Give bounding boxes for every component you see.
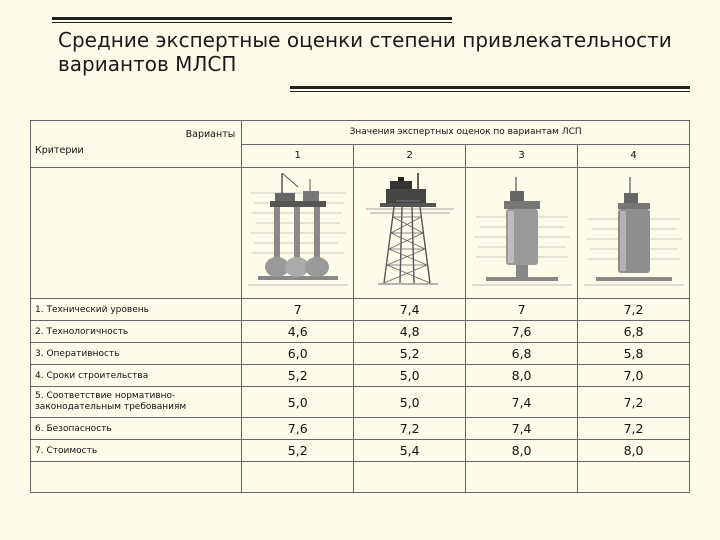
criteria-label: Критерии (35, 145, 84, 156)
column-header-4: 4 (578, 144, 690, 168)
score-cell: 7,6 (242, 418, 354, 440)
score-cell: 5,0 (354, 387, 466, 418)
table-row (31, 321, 690, 343)
score-cell: 5,0 (354, 365, 466, 387)
score-cell: 7,4 (466, 387, 578, 418)
criterion-label: 1. Технический уровень (31, 299, 242, 321)
platform-image-cell-4 (578, 168, 690, 299)
scores-table (30, 120, 690, 493)
score-cell: 7 (466, 299, 578, 321)
score-cell: 6,0 (242, 343, 354, 365)
criterion-label: 4. Сроки строительства (31, 365, 242, 387)
title-rule-top-thin (52, 22, 452, 23)
score-cell: 7,2 (578, 387, 690, 418)
score-cell: 7 (242, 299, 354, 321)
criterion-label: 6. Безопасность (31, 418, 242, 440)
criterion-label: 5. Соответствие нормативно- законодательным требованиям (31, 387, 242, 418)
score-cell: 5,2 (242, 365, 354, 387)
column-header-2: 2 (354, 144, 466, 168)
score-cell: 4,8 (354, 321, 466, 343)
cylindrical-spar-platform-icon (472, 173, 572, 293)
empty-cell (354, 462, 466, 493)
title-rule-top (52, 17, 452, 20)
score-cell: 5,2 (242, 440, 354, 462)
score-cell: 5,8 (578, 343, 690, 365)
lattice-jacket-platform-icon (360, 173, 460, 293)
score-cell: 6,8 (466, 343, 578, 365)
score-cell: 5,2 (354, 343, 466, 365)
score-cell: 8,0 (578, 440, 690, 462)
table-row-empty (31, 462, 690, 493)
platform-image-cell-2 (354, 168, 466, 299)
empty-cell (31, 462, 242, 493)
column-header-3: 3 (466, 144, 578, 168)
image-row-label-cell (31, 168, 242, 299)
score-cell: 8,0 (466, 365, 578, 387)
table-row (31, 299, 690, 321)
table-row (31, 418, 690, 440)
title-rule-bottom-thin (290, 91, 690, 92)
header-corner-cell (31, 121, 242, 168)
score-cell: 7,2 (354, 418, 466, 440)
score-cell: 7,2 (578, 299, 690, 321)
cylindrical-monopod-platform-icon (584, 173, 684, 293)
table-row (31, 343, 690, 365)
score-cell: 7,0 (578, 365, 690, 387)
gravity-platform-three-columns-icon (248, 173, 348, 293)
empty-cell (242, 462, 354, 493)
slide-title: Средние экспертные оценки степени привлекательности вариантов МЛСП (58, 28, 672, 76)
title-rule-bottom (290, 86, 690, 89)
score-cell: 8,0 (466, 440, 578, 462)
empty-cell (466, 462, 578, 493)
score-cell: 4,6 (242, 321, 354, 343)
table-row (31, 440, 690, 462)
table-row (31, 365, 690, 387)
table-row (31, 387, 690, 418)
criterion-label: 2. Технологичность (31, 321, 242, 343)
platform-image-cell-1 (242, 168, 354, 299)
score-cell: 7,6 (466, 321, 578, 343)
empty-cell (578, 462, 690, 493)
platform-image-cell-3 (466, 168, 578, 299)
score-cell: 5,0 (242, 387, 354, 418)
score-cell: 7,2 (578, 418, 690, 440)
criterion-label: 7. Стоимость (31, 440, 242, 462)
column-header-1: 1 (242, 144, 354, 168)
score-cell: 7,4 (354, 299, 466, 321)
variants-label: Варианты (185, 129, 236, 140)
criterion-label: 3. Оперативность (31, 343, 242, 365)
score-cell: 6,8 (578, 321, 690, 343)
values-header: Значения экспертных оценок по вариантам ЛСП (242, 121, 690, 145)
score-cell: 7,4 (466, 418, 578, 440)
score-cell: 5,4 (354, 440, 466, 462)
